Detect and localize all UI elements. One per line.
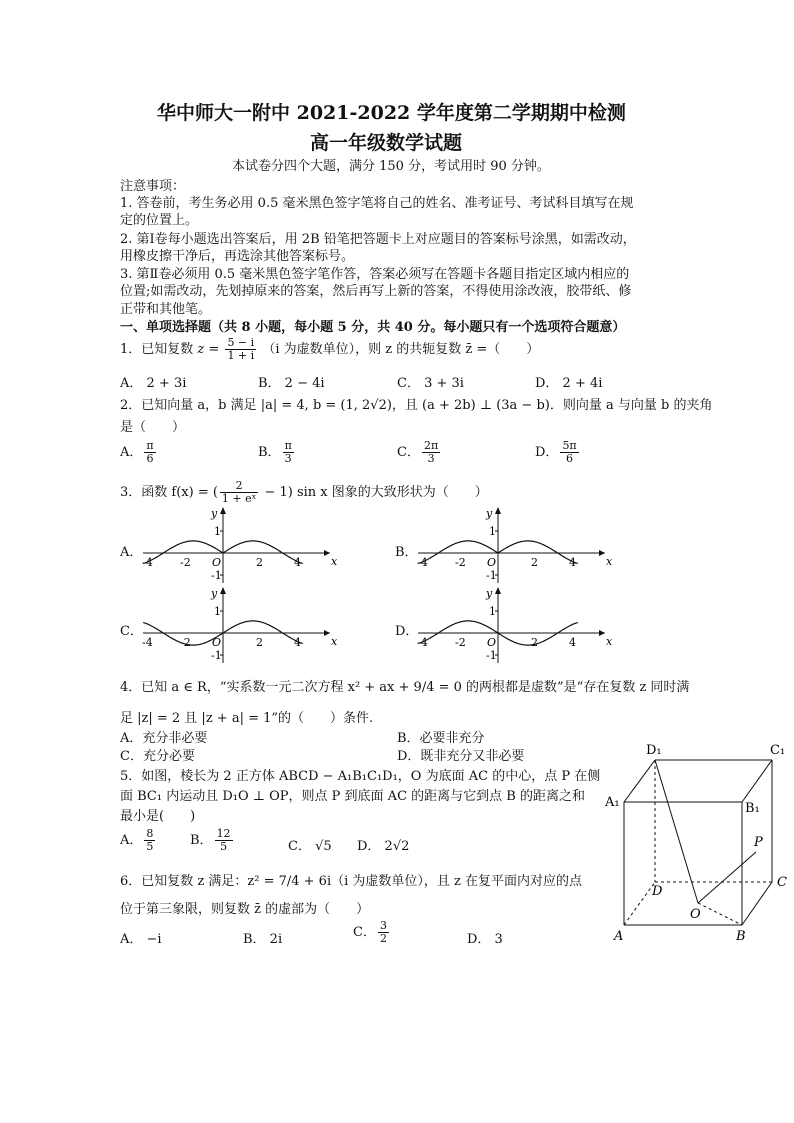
segment-ob: [698, 903, 742, 925]
label-a1: A₁: [605, 795, 620, 810]
graph-a: [138, 505, 338, 585]
edge-bc: [742, 882, 772, 925]
x-tick-label: 2: [256, 636, 263, 649]
q1-option-b: B． 2 − 4i: [258, 376, 325, 391]
y-tick-label: -1: [211, 649, 222, 662]
q3-option-b: B．: [395, 545, 418, 560]
y-tick-label: 1: [214, 605, 221, 618]
label-c1: C₁: [770, 743, 786, 758]
q2-option-d: D． $\frac{5\pi}{6}$: [535, 439, 577, 465]
notice-line: 2. 第Ⅰ卷每小题选出答案后，用 2B 铅笔把答题卡上对应题目的答案标号涂黑，如需改动，: [120, 232, 636, 247]
q2-option-c: C． $\frac{2\pi}{3}$: [397, 439, 439, 465]
q6-option-d: D． 3: [467, 932, 503, 947]
x-tick-label: 4: [569, 636, 576, 649]
y-axis-arrow: [495, 587, 501, 594]
x-tick-label: -4: [417, 636, 428, 649]
x-axis-arrow: [324, 630, 330, 636]
x-tick-label: 2: [531, 636, 538, 649]
y-tick-label: -1: [486, 649, 497, 662]
question-5-cont: 面 BC₁ 内运动且 D₁O ⊥ OP，则点 P 到底面 AC 的距离与它到点 B 的距离之和: [120, 789, 585, 804]
question-2-cont: 是（ ）: [120, 420, 186, 435]
origin-label: O: [212, 556, 222, 569]
x-axis-arrow: [599, 630, 605, 636]
q4-option-b: B．必要非充分: [397, 731, 485, 746]
q1-option-d: D． 2 + 4i: [535, 376, 603, 391]
y-tick-label: -1: [486, 569, 497, 582]
x-tick-label: -4: [417, 556, 428, 569]
notice-line: 用橡皮擦干净后，再选涂其他答案标号。: [120, 249, 355, 264]
question-4-cont: 足 |z| = 2 且 |z + a| = 1”的（ ）条件.: [120, 711, 374, 726]
notice-line: 3. 第Ⅱ卷必须用 0.5 毫米黑色签字笔作答，答案必须写在答题卡各题目指定区域内相应的: [120, 267, 630, 282]
q3-option-d: D．: [395, 624, 419, 639]
question-5-cont2: 最小是( ): [120, 809, 196, 824]
edge-ad: [624, 882, 655, 925]
exam-subtitle-title: 高一年级数学试题: [310, 132, 463, 154]
x-tick-label: -4: [142, 636, 153, 649]
x-axis-arrow: [599, 550, 605, 556]
x-tick-label: -2: [180, 556, 191, 569]
y-axis-label: y: [211, 507, 218, 520]
question-4: 4．已知 a ∈ R，“实系数一元二次方程 x² + ax + 9/4 = 0 的两根都是虚数”是“存在复数 z 同时满: [120, 680, 690, 695]
q5-option-d: D． 2√2: [357, 839, 410, 854]
x-axis-label: x: [606, 635, 613, 648]
graph-b: [413, 505, 613, 585]
q6-option-a: A． −i: [120, 932, 162, 947]
graph-d: [413, 585, 613, 665]
exam-title: 华中师大一附中 2021-2022 学年度第二学期期中检测: [157, 102, 626, 124]
y-tick-label: 1: [489, 605, 496, 618]
q1-z-eq: z =: [197, 342, 220, 357]
y-tick-label: 1: [489, 525, 496, 538]
notice-line: 1. 答卷前，考生务必用 0.5 毫米黑色签字笔将自己的姓名、准考证号、考试科目填写在规: [120, 196, 634, 211]
label-c: C: [777, 875, 787, 890]
notice-line: 定的位置上。: [120, 213, 199, 228]
label-d: D: [652, 884, 663, 899]
edge-d1a1: [624, 760, 655, 802]
y-axis-label: y: [486, 587, 493, 600]
section-heading: 一、单项选择题（共 8 小题，每小题 5 分，共 40 分。每小题只有一个选项符合题意）: [120, 320, 626, 335]
notice-heading: 注意事项：: [120, 179, 186, 194]
question-5: 5．如图，棱长为 2 正方体 ABCD − A₁B₁C₁D₁，O 为底面 AC 的中心，点 P 在侧: [120, 769, 601, 784]
q1-option-a: A． 2 + 3i: [120, 376, 187, 391]
label-b: B: [736, 929, 746, 944]
x-tick-label: 4: [294, 556, 301, 569]
question-6-cont: 位于第三象限，则复数 z̄ 的虚部为（ ）: [120, 902, 370, 917]
x-tick-label: -2: [455, 636, 466, 649]
label-d1: D₁: [646, 743, 662, 758]
q6-option-b: B． 2i: [243, 932, 283, 947]
q1-stem-post: （i 为虚数单位），则 z 的共轭复数 z̄ =（ ）: [262, 342, 540, 357]
label-o: O: [690, 907, 701, 922]
y-tick-label: 1: [214, 525, 221, 538]
q1-option-c: C． 3 + 3i: [397, 376, 464, 391]
q4-option-a: A．充分非必要: [120, 731, 208, 746]
label-a: A: [614, 929, 624, 944]
notice-line: 位置;如需改动，先划掉原来的答案，然后再写上新的答案，不得使用涂改液，胶带纸、修: [120, 284, 632, 299]
graph-c: [138, 585, 338, 665]
y-axis-arrow: [220, 507, 226, 514]
x-axis-label: x: [331, 635, 338, 648]
x-axis-arrow: [324, 550, 330, 556]
x-tick-label: 2: [531, 556, 538, 569]
question-6: 6．已知复数 z 满足：z² = 7/4 + 6i（i 为虚数单位），且 z 在复平面内对应的点: [120, 874, 583, 889]
q5-option-a: A． $\frac{8}{5}$: [120, 827, 154, 853]
q1-fraction: $\frac{5 - i}{1 + i}$: [227, 336, 255, 362]
question-1: [120, 337, 539, 362]
question-3: 3．函数 f(x) = ( $\frac{2}{\text{1 + eˣ}}$ − 1) sin x 图象的大致形状为（ ）: [120, 479, 488, 505]
x-tick-label: 2: [256, 556, 263, 569]
q3-option-c: C．: [120, 624, 143, 639]
notice-line: 正带和其他笔。: [120, 302, 212, 317]
x-tick-label: -2: [455, 556, 466, 569]
label-p: P: [754, 835, 763, 850]
y-tick-label: -1: [211, 569, 222, 582]
y-axis-label: y: [486, 507, 493, 520]
y-axis-arrow: [220, 587, 226, 594]
exam-info: 本试卷分四个大题，满分 150 分，考试用时 90 分钟。: [232, 159, 550, 174]
segment-op: [698, 852, 756, 903]
x-tick-label: -2: [180, 636, 191, 649]
q4-option-c: C．充分必要: [120, 749, 195, 764]
x-tick-label: 4: [569, 556, 576, 569]
y-axis-arrow: [495, 507, 501, 514]
x-axis-label: x: [606, 555, 613, 568]
q2-option-b: B． $\frac{\pi}{3}$: [258, 439, 292, 465]
x-tick-label: 4: [294, 636, 301, 649]
q4-option-d: D．既非充分又非必要: [397, 749, 525, 764]
q6-option-c: C． $\frac{3}{2}$: [353, 919, 387, 945]
question-2: 2．已知向量 a，b 满足 |a| = 4, b = (1, 2√2)，且 (a + 2b) ⊥ (3a − b)．则向量 a 与向量 b 的夹角: [120, 398, 713, 413]
origin-label: O: [487, 556, 497, 569]
x-tick-label: -4: [142, 556, 153, 569]
q5-option-c: C． √5: [288, 839, 332, 854]
y-axis-label: y: [211, 587, 218, 600]
q3-option-a: A．: [120, 545, 143, 560]
q5-option-b: B． $\frac{12}{5}$: [190, 827, 231, 853]
cube-figure: [600, 740, 794, 945]
q2-option-a: A． $\frac{\pi}{6}$: [120, 439, 154, 465]
edge-c1b1: [742, 760, 772, 802]
origin-label: O: [487, 636, 497, 649]
origin-label: O: [212, 636, 222, 649]
label-b1: B₁: [745, 801, 760, 816]
x-axis-label: x: [331, 555, 338, 568]
q1-stem-pre: 1．已知复数: [120, 342, 194, 357]
